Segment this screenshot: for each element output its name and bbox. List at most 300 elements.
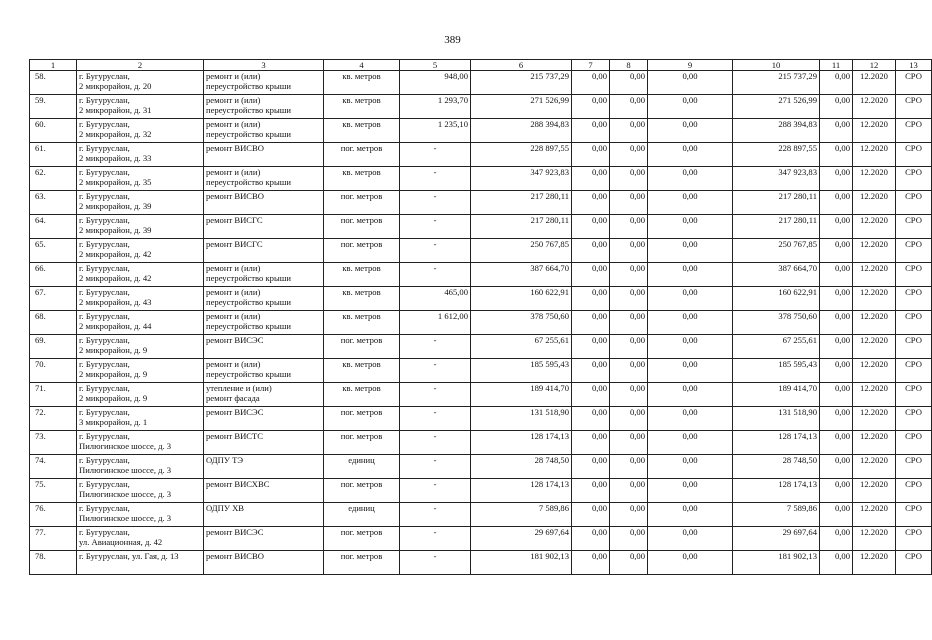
col9-cell: 0,00 — [648, 359, 733, 383]
unit-cell: кв. метров — [324, 359, 400, 383]
table-row — [30, 119, 932, 143]
quantity-cell: - — [400, 359, 471, 383]
method-cell: СРО — [896, 119, 932, 143]
work-type-cell — [204, 551, 324, 575]
col10-cell: 347 923,83 — [733, 167, 820, 191]
address-cell — [77, 527, 204, 551]
col10-cell: 189 414,70 — [733, 383, 820, 407]
work-type-cell — [204, 503, 324, 527]
column-number-6: 6 — [471, 60, 572, 71]
address-cell — [77, 215, 204, 239]
col10-cell: 7 589,86 — [733, 503, 820, 527]
col11-cell: 0,00 — [820, 95, 853, 119]
quantity-cell: - — [400, 143, 471, 167]
column-number-12: 12 — [853, 60, 896, 71]
col9-cell: 0,00 — [648, 95, 733, 119]
address-cell — [77, 335, 204, 359]
address-cell-line2: 2 микрорайон, д. 20 — [79, 81, 152, 91]
col10-cell: 217 280,11 — [733, 191, 820, 215]
table-row — [30, 503, 932, 527]
address-cell-line2: Пилюгинское шоссе, д. 3 — [79, 465, 172, 475]
table-row — [30, 455, 932, 479]
address-cell — [77, 95, 204, 119]
total-cost-cell: 128 174,13 — [471, 431, 572, 455]
address-cell-line2: ул. Авиационная, д. 42 — [79, 537, 163, 547]
address-cell — [77, 503, 204, 527]
col11-cell: 0,00 — [820, 551, 853, 575]
address-cell — [77, 191, 204, 215]
row-number: 62. — [30, 167, 77, 191]
col11-cell: 0,00 — [820, 359, 853, 383]
address-cell — [77, 263, 204, 287]
col8-cell: 0,00 — [610, 143, 648, 167]
table-row — [30, 311, 932, 335]
date-cell: 12.2020 — [853, 167, 896, 191]
date-cell: 12.2020 — [853, 431, 896, 455]
table-row — [30, 359, 932, 383]
col7-cell: 0,00 — [572, 263, 610, 287]
quantity-cell: 465,00 — [400, 287, 471, 311]
total-cost-cell: 160 622,91 — [471, 287, 572, 311]
address-cell-line1: г. Бугуруслан, — [79, 503, 130, 513]
row-number: 76. — [30, 503, 77, 527]
address-cell-line1: г. Бугуруслан, — [79, 263, 130, 273]
work-type-cell-line1: ремонт ВИСТС — [206, 431, 264, 441]
unit-cell: пог. метров — [324, 479, 400, 503]
unit-cell: кв. метров — [324, 167, 400, 191]
address-cell — [77, 311, 204, 335]
unit-cell: пог. метров — [324, 191, 400, 215]
col9-cell: 0,00 — [648, 551, 733, 575]
work-type-cell-line1: ремонт ВИСВО — [206, 191, 264, 201]
work-type-cell-line1: ремонт и (или) — [206, 287, 261, 297]
row-number: 73. — [30, 431, 77, 455]
total-cost-cell: 215 737,29 — [471, 71, 572, 95]
work-type-cell-line1: ремонт и (или) — [206, 263, 261, 273]
address-cell — [77, 167, 204, 191]
quantity-cell: - — [400, 503, 471, 527]
work-type-cell-line2: ремонт фасада — [206, 393, 260, 403]
quantity-cell: - — [400, 215, 471, 239]
address-cell-line1: г. Бугуруслан, — [79, 335, 130, 345]
col9-cell: 0,00 — [648, 167, 733, 191]
col9-cell: 0,00 — [648, 503, 733, 527]
col9-cell: 0,00 — [648, 191, 733, 215]
col9-cell: 0,00 — [648, 119, 733, 143]
work-type-cell-line1: ремонт и (или) — [206, 95, 261, 105]
quantity-cell: - — [400, 167, 471, 191]
work-type-cell-line1: ремонт и (или) — [206, 119, 261, 129]
address-cell — [77, 479, 204, 503]
quantity-cell: - — [400, 431, 471, 455]
address-cell-line1: г. Бугуруслан, — [79, 119, 130, 129]
row-number: 77. — [30, 527, 77, 551]
col11-cell: 0,00 — [820, 263, 853, 287]
method-cell: СРО — [896, 455, 932, 479]
address-cell-line2: 2 микрорайон, д. 44 — [79, 321, 152, 331]
date-cell: 12.2020 — [853, 407, 896, 431]
table-row — [30, 263, 932, 287]
work-type-cell-line1: ремонт ВИСВО — [206, 143, 264, 153]
col7-cell: 0,00 — [572, 359, 610, 383]
total-cost-cell: 28 748,50 — [471, 455, 572, 479]
total-cost-cell: 288 394,83 — [471, 119, 572, 143]
col11-cell: 0,00 — [820, 119, 853, 143]
date-cell: 12.2020 — [853, 503, 896, 527]
method-cell: СРО — [896, 335, 932, 359]
address-cell-line2: 2 микрорайон, д. 35 — [79, 177, 152, 187]
work-type-cell — [204, 263, 324, 287]
method-cell: СРО — [896, 527, 932, 551]
row-number: 58. — [30, 71, 77, 95]
address-cell-line1: г. Бугуруслан, — [79, 215, 130, 225]
date-cell: 12.2020 — [853, 527, 896, 551]
row-number: 72. — [30, 407, 77, 431]
quantity-cell: - — [400, 455, 471, 479]
col10-cell: 128 174,13 — [733, 431, 820, 455]
table-row — [30, 239, 932, 263]
col9-cell: 0,00 — [648, 527, 733, 551]
row-number: 66. — [30, 263, 77, 287]
address-cell-line2: Пилюгинское шоссе, д. 3 — [79, 513, 172, 523]
total-cost-cell: 217 280,11 — [471, 215, 572, 239]
method-cell: СРО — [896, 239, 932, 263]
table-row — [30, 215, 932, 239]
total-cost-cell: 228 897,55 — [471, 143, 572, 167]
page-number: 389 — [444, 34, 461, 46]
method-cell: СРО — [896, 71, 932, 95]
quantity-cell: - — [400, 527, 471, 551]
method-cell: СРО — [896, 359, 932, 383]
column-number-8: 8 — [610, 60, 648, 71]
col7-cell: 0,00 — [572, 335, 610, 359]
work-type-cell — [204, 239, 324, 263]
work-type-cell — [204, 335, 324, 359]
work-type-cell — [204, 527, 324, 551]
row-number: 70. — [30, 359, 77, 383]
col7-cell: 0,00 — [572, 431, 610, 455]
quantity-cell: - — [400, 551, 471, 575]
unit-cell: кв. метров — [324, 95, 400, 119]
address-cell — [77, 383, 204, 407]
col9-cell: 0,00 — [648, 479, 733, 503]
address-cell — [77, 287, 204, 311]
col9-cell: 0,00 — [648, 239, 733, 263]
work-type-cell — [204, 119, 324, 143]
col10-cell: 131 518,90 — [733, 407, 820, 431]
unit-cell: пог. метров — [324, 551, 400, 575]
work-type-cell — [204, 455, 324, 479]
col7-cell: 0,00 — [572, 287, 610, 311]
date-cell: 12.2020 — [853, 287, 896, 311]
col10-cell: 28 748,50 — [733, 455, 820, 479]
col11-cell: 0,00 — [820, 167, 853, 191]
date-cell: 12.2020 — [853, 119, 896, 143]
total-cost-cell: 347 923,83 — [471, 167, 572, 191]
column-number-4: 4 — [324, 60, 400, 71]
col10-cell: 378 750,60 — [733, 311, 820, 335]
method-cell: СРО — [896, 551, 932, 575]
unit-cell: пог. метров — [324, 215, 400, 239]
col10-cell: 387 664,70 — [733, 263, 820, 287]
quantity-cell: - — [400, 263, 471, 287]
table-row — [30, 191, 932, 215]
work-type-cell-line1: ремонт и (или) — [206, 71, 261, 81]
address-cell-line1: г. Бугуруслан, — [79, 71, 130, 81]
row-number: 61. — [30, 143, 77, 167]
col7-cell: 0,00 — [572, 71, 610, 95]
address-cell-line1: г. Бугуруслан, — [79, 407, 130, 417]
work-type-cell-line2: переустройство крыши — [206, 177, 291, 187]
col8-cell: 0,00 — [610, 119, 648, 143]
col8-cell: 0,00 — [610, 407, 648, 431]
col10-cell: 271 526,99 — [733, 95, 820, 119]
col8-cell: 0,00 — [610, 431, 648, 455]
col7-cell: 0,00 — [572, 167, 610, 191]
col7-cell: 0,00 — [572, 479, 610, 503]
unit-cell: пог. метров — [324, 431, 400, 455]
date-cell: 12.2020 — [853, 143, 896, 167]
date-cell: 12.2020 — [853, 479, 896, 503]
address-cell-line1: г. Бугуруслан, — [79, 143, 130, 153]
method-cell: СРО — [896, 479, 932, 503]
col11-cell: 0,00 — [820, 527, 853, 551]
work-type-cell-line2: переустройство крыши — [206, 321, 291, 331]
address-cell — [77, 407, 204, 431]
col8-cell: 0,00 — [610, 167, 648, 191]
date-cell: 12.2020 — [853, 455, 896, 479]
col11-cell: 0,00 — [820, 311, 853, 335]
work-type-cell-line1: ремонт ВИСГС — [206, 239, 263, 249]
col11-cell: 0,00 — [820, 383, 853, 407]
address-cell-line2: 2 микрорайон, д. 32 — [79, 129, 152, 139]
address-cell-line1: г. Бугуруслан, — [79, 239, 130, 249]
address-cell-line1: г. Бугуруслан, — [79, 455, 130, 465]
col11-cell: 0,00 — [820, 287, 853, 311]
table-row — [30, 431, 932, 455]
work-type-cell-line1: ремонт и (или) — [206, 311, 261, 321]
quantity-cell: 1 293,70 — [400, 95, 471, 119]
method-cell: СРО — [896, 191, 932, 215]
work-type-cell-line1: утепление и (или) — [206, 383, 272, 393]
col8-cell: 0,00 — [610, 215, 648, 239]
address-cell — [77, 431, 204, 455]
address-cell-line2: 2 микрорайон, д. 39 — [79, 225, 152, 235]
col11-cell: 0,00 — [820, 407, 853, 431]
col8-cell: 0,00 — [610, 359, 648, 383]
col9-cell: 0,00 — [648, 287, 733, 311]
col8-cell: 0,00 — [610, 239, 648, 263]
total-cost-cell: 217 280,11 — [471, 191, 572, 215]
col7-cell: 0,00 — [572, 503, 610, 527]
column-number-5: 5 — [400, 60, 471, 71]
date-cell: 12.2020 — [853, 263, 896, 287]
quantity-cell: - — [400, 239, 471, 263]
col10-cell: 181 902,13 — [733, 551, 820, 575]
col9-cell: 0,00 — [648, 263, 733, 287]
table-row — [30, 527, 932, 551]
address-cell-line2: 2 микрорайон, д. 9 — [79, 345, 148, 355]
col10-cell: 288 394,83 — [733, 119, 820, 143]
unit-cell: пог. метров — [324, 239, 400, 263]
total-cost-cell: 271 526,99 — [471, 95, 572, 119]
col8-cell: 0,00 — [610, 191, 648, 215]
col8-cell: 0,00 — [610, 311, 648, 335]
work-type-cell-line2: переустройство крыши — [206, 369, 291, 379]
work-type-cell — [204, 311, 324, 335]
total-cost-cell: 387 664,70 — [471, 263, 572, 287]
address-cell — [77, 119, 204, 143]
col9-cell: 0,00 — [648, 215, 733, 239]
method-cell: СРО — [896, 95, 932, 119]
unit-cell: кв. метров — [324, 119, 400, 143]
row-number: 71. — [30, 383, 77, 407]
col8-cell: 0,00 — [610, 71, 648, 95]
work-type-cell-line1: ОДПУ ТЭ — [206, 455, 244, 465]
unit-cell: пог. метров — [324, 527, 400, 551]
col10-cell: 160 622,91 — [733, 287, 820, 311]
row-number: 63. — [30, 191, 77, 215]
date-cell: 12.2020 — [853, 95, 896, 119]
date-cell: 12.2020 — [853, 335, 896, 359]
address-cell-line2: 2 микрорайон, д. 9 — [79, 369, 148, 379]
col11-cell: 0,00 — [820, 71, 853, 95]
col8-cell: 0,00 — [610, 263, 648, 287]
quantity-cell: - — [400, 479, 471, 503]
col8-cell: 0,00 — [610, 455, 648, 479]
address-cell-line2: Пилюгинское шоссе, д. 3 — [79, 489, 172, 499]
date-cell: 12.2020 — [853, 71, 896, 95]
address-cell-line2: 2 микрорайон, д. 39 — [79, 201, 152, 211]
work-type-cell — [204, 359, 324, 383]
table-row — [30, 71, 932, 95]
table-row — [30, 383, 932, 407]
col9-cell: 0,00 — [648, 455, 733, 479]
date-cell: 12.2020 — [853, 311, 896, 335]
address-cell-line1: г. Бугуруслан, — [79, 191, 130, 201]
total-cost-cell: 250 767,85 — [471, 239, 572, 263]
col11-cell: 0,00 — [820, 191, 853, 215]
col11-cell: 0,00 — [820, 431, 853, 455]
total-cost-cell: 185 595,43 — [471, 359, 572, 383]
work-type-cell-line1: ремонт ВИСЭС — [206, 335, 264, 345]
column-number-13: 13 — [896, 60, 932, 71]
work-type-cell-line2: переустройство крыши — [206, 297, 291, 307]
date-cell: 12.2020 — [853, 383, 896, 407]
unit-cell: кв. метров — [324, 71, 400, 95]
col8-cell: 0,00 — [610, 287, 648, 311]
work-type-cell — [204, 407, 324, 431]
col8-cell: 0,00 — [610, 503, 648, 527]
work-type-cell-line1: ОДПУ ХВ — [206, 503, 245, 513]
col11-cell: 0,00 — [820, 479, 853, 503]
col11-cell: 0,00 — [820, 215, 853, 239]
unit-cell: кв. метров — [324, 287, 400, 311]
col7-cell: 0,00 — [572, 407, 610, 431]
col10-cell: 128 174,13 — [733, 479, 820, 503]
col9-cell: 0,00 — [648, 407, 733, 431]
method-cell: СРО — [896, 431, 932, 455]
address-cell-line1: г. Бугуруслан, — [79, 479, 130, 489]
address-cell-line2: 2 микрорайон, д. 43 — [79, 297, 152, 307]
work-type-cell — [204, 95, 324, 119]
col7-cell: 0,00 — [572, 455, 610, 479]
work-type-cell-line1: ремонт ВИСЭС — [206, 527, 264, 537]
work-type-cell-line2: переустройство крыши — [206, 105, 291, 115]
work-type-cell — [204, 383, 324, 407]
col8-cell: 0,00 — [610, 95, 648, 119]
unit-cell: пог. метров — [324, 335, 400, 359]
total-cost-cell: 29 697,64 — [471, 527, 572, 551]
repair-plan-table — [29, 59, 932, 575]
col7-cell: 0,00 — [572, 551, 610, 575]
col10-cell: 29 697,64 — [733, 527, 820, 551]
table-row — [30, 479, 932, 503]
total-cost-cell: 378 750,60 — [471, 311, 572, 335]
table-row — [30, 143, 932, 167]
work-type-cell-line1: ремонт и (или) — [206, 167, 261, 177]
work-type-cell — [204, 191, 324, 215]
address-cell-line1: г. Бугуруслан, — [79, 311, 130, 321]
column-number-10: 10 — [733, 60, 820, 71]
table-row — [30, 287, 932, 311]
address-cell — [77, 551, 204, 575]
col11-cell: 0,00 — [820, 239, 853, 263]
work-type-cell — [204, 167, 324, 191]
table-row — [30, 167, 932, 191]
col8-cell: 0,00 — [610, 551, 648, 575]
col10-cell: 228 897,55 — [733, 143, 820, 167]
address-cell-line1: г. Бугуруслан, — [79, 95, 130, 105]
work-type-cell-line2: переустройство крыши — [206, 273, 291, 283]
total-cost-cell: 131 518,90 — [471, 407, 572, 431]
date-cell: 12.2020 — [853, 551, 896, 575]
address-cell-line2: Пилюгинское шоссе, д. 3 — [79, 441, 172, 451]
quantity-cell: - — [400, 191, 471, 215]
table-row — [30, 407, 932, 431]
work-type-cell — [204, 215, 324, 239]
method-cell: СРО — [896, 215, 932, 239]
col9-cell: 0,00 — [648, 71, 733, 95]
table-row — [30, 95, 932, 119]
address-cell — [77, 71, 204, 95]
unit-cell: единиц — [324, 455, 400, 479]
method-cell: СРО — [896, 167, 932, 191]
col11-cell: 0,00 — [820, 335, 853, 359]
row-number: 65. — [30, 239, 77, 263]
work-type-cell — [204, 431, 324, 455]
address-cell-line1: г. Бугуруслан, — [79, 431, 130, 441]
quantity-cell: - — [400, 335, 471, 359]
quantity-cell: 948,00 — [400, 71, 471, 95]
method-cell: СРО — [896, 143, 932, 167]
work-type-cell-line1: ремонт ВИСХВС — [206, 479, 270, 489]
total-cost-cell: 181 902,13 — [471, 551, 572, 575]
col11-cell: 0,00 — [820, 503, 853, 527]
quantity-cell: - — [400, 383, 471, 407]
col9-cell: 0,00 — [648, 143, 733, 167]
work-type-cell — [204, 287, 324, 311]
col7-cell: 0,00 — [572, 383, 610, 407]
col8-cell: 0,00 — [610, 527, 648, 551]
unit-cell: кв. метров — [324, 383, 400, 407]
work-type-cell — [204, 71, 324, 95]
col9-cell: 0,00 — [648, 335, 733, 359]
total-cost-cell: 189 414,70 — [471, 383, 572, 407]
address-cell-line1: г. Бугуруслан, — [79, 167, 130, 177]
row-number: 78. — [30, 551, 77, 575]
address-cell-line2: 2 микрорайон, д. 42 — [79, 249, 152, 259]
